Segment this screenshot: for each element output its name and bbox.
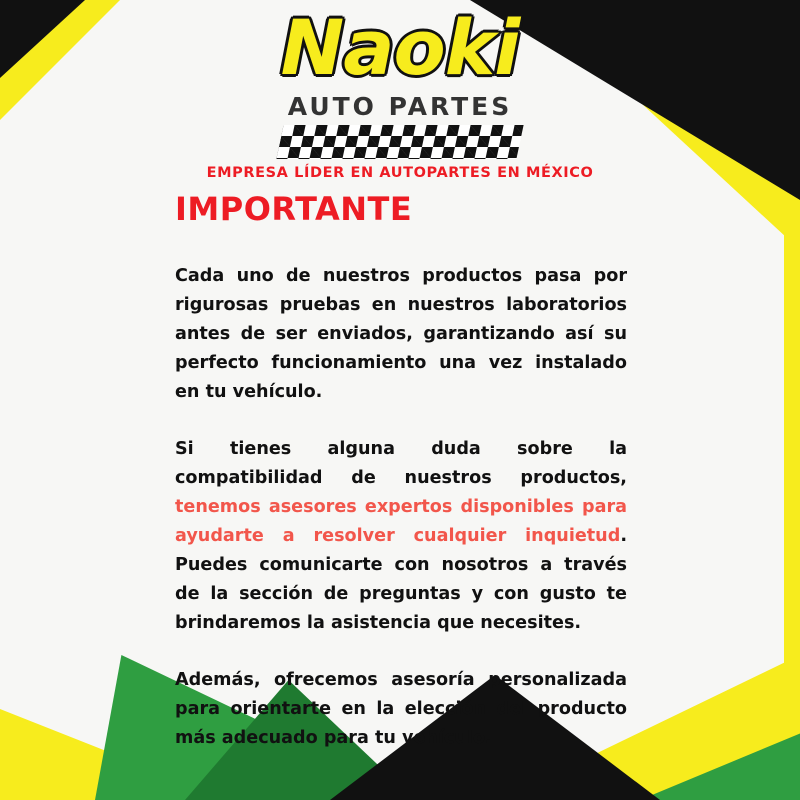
notice-paragraph-2 bbox=[175, 435, 627, 638]
notice-paragraph-3: Además, ofrecemos asesoría personalizada para orientarte en la elección del producto más adecuado para tu vehículo. bbox=[175, 670, 627, 748]
brand-tagline: EMPRESA LÍDER EN AUTOPARTES EN MÉXICO bbox=[206, 165, 594, 181]
page-title: IMPORTANTE bbox=[175, 190, 413, 228]
checkered-flag-graphic bbox=[276, 125, 523, 159]
edge-right-yellow-stripe bbox=[784, 195, 800, 675]
notice-paragraph-2-text-start: Si tienes alguna duda sobre la compatibilidad de nuestros productos, bbox=[175, 439, 627, 488]
notice-paragraph-1: Cada uno de nuestros productos pasa por rigurosas pruebas en nuestros laboratorios antes de ser enviados, garantizando así su perfecto funcionamiento una vez instalado en tu vehículo. bbox=[175, 266, 627, 402]
notice-paragraph-2-highlight: tenemos asesores expertos disponibles para ayudarte a resolver cualquier inquietud bbox=[175, 497, 627, 546]
brand-subtitle: AUTO PARTES bbox=[287, 92, 513, 121]
brand-header bbox=[0, 0, 800, 181]
brand-name: Naoki bbox=[280, 3, 520, 92]
notice-paragraph-2-text-end: . Puedes comunicarte con nosotros a través de la sección de preguntas y con gusto te brindaremos la asistencia que necesites. bbox=[175, 526, 627, 633]
notice-content bbox=[175, 190, 627, 753]
